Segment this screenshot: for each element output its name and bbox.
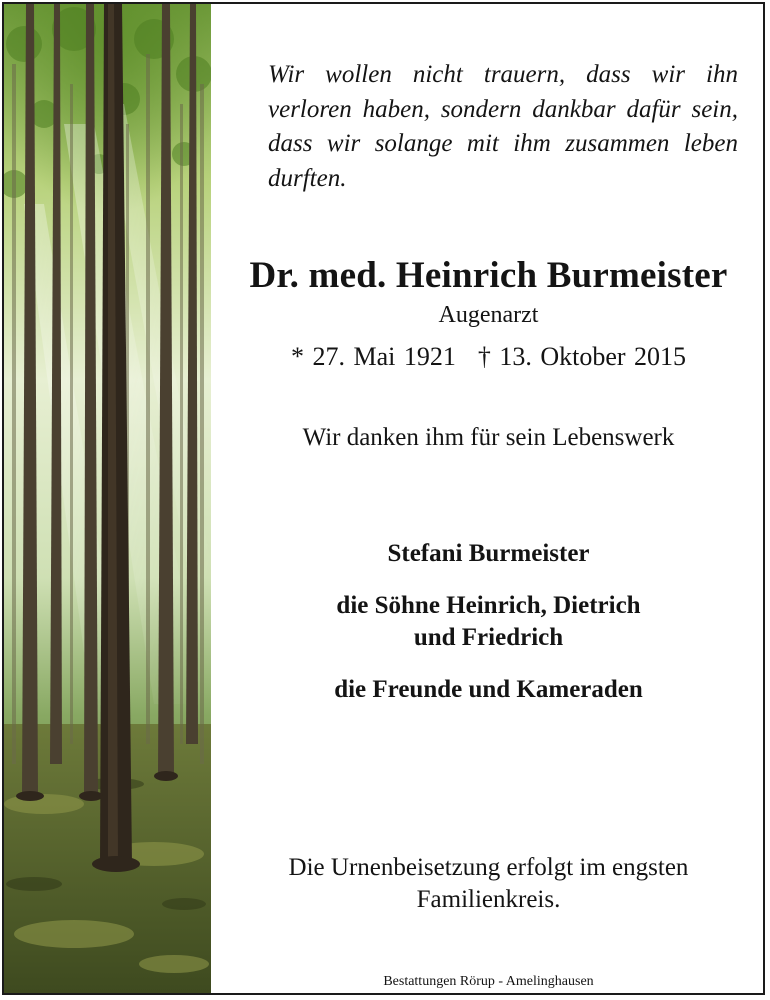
mourner-sons [214,590,763,654]
burial-note [214,852,763,916]
death-date: † 13. Oktober 2015 [477,342,687,371]
quote-line: Wir wollen nicht trauern, dass wir [268,61,685,88]
quote-line: zusammen leben durften. [268,130,738,192]
memorial-quote [268,58,738,196]
deceased-profession: Augenarzt [438,302,539,328]
life-dates [214,342,763,372]
burial-note-line: Familienkreis. [416,886,561,913]
mourner-sons-line: und Friedrich [413,624,564,651]
mourner-sons-line: die Söhne Heinrich, Dietrich [336,592,641,619]
funeral-home-credit: Bestattungen Rörup - Amelinghausen [383,974,594,989]
mourner-friends: die Freunde und Kameraden [334,676,643,703]
quote-line: dafür sein, dass wir solange mit ihm [268,95,738,157]
deceased-name: Dr. med. Heinrich Burmeister [249,255,728,296]
birth-date: * 27. Mai 1921 [290,342,456,371]
mourner-wife: Stefani Burmeister [387,540,590,567]
burial-note-line: Die Urnenbeisetzung erfolgt im engsten [288,854,689,881]
announcement-content [214,4,763,993]
thanks-line: Wir danken ihm für sein Lebenswerk [302,424,675,451]
forest-image [4,4,211,993]
quote-line: ihn verloren haben, sondern dankbar [268,61,738,123]
